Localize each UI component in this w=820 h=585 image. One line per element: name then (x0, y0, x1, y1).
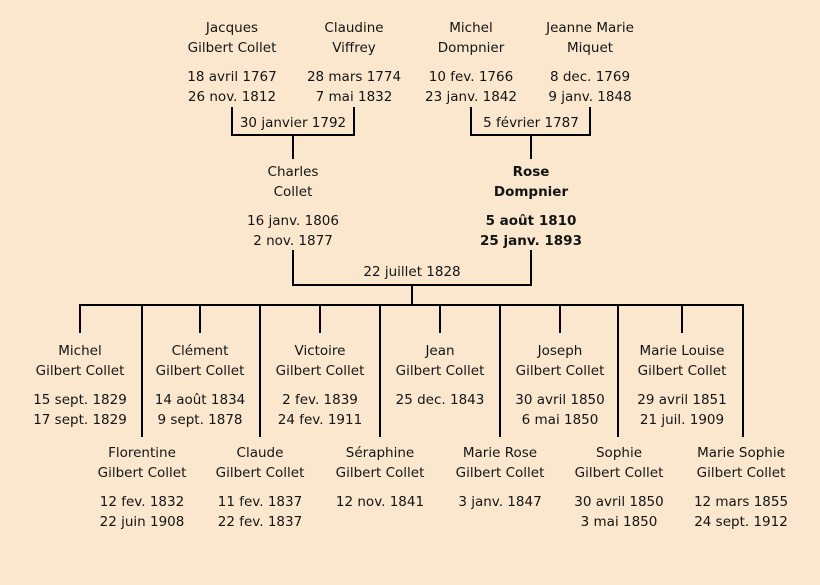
person-name: Gilbert Collet (637, 363, 727, 379)
person-claude-gilbert-collet[interactable] (195, 443, 325, 532)
person-name: Florentine (108, 445, 176, 461)
person-name: Collet (273, 184, 313, 200)
connector-line (292, 136, 294, 159)
person-name: Gilbert Collet (335, 465, 425, 481)
birth-date: 18 avril 1767 (187, 69, 277, 85)
person-name: Clément (171, 343, 229, 359)
person-victoire-gilbert-collet[interactable] (255, 341, 385, 430)
birth-date: 28 mars 1774 (306, 69, 402, 85)
person-name: Gilbert Collet (574, 465, 664, 481)
birth-date: 29 avril 1851 (637, 392, 727, 408)
birth-date: 5 août 1810 (485, 213, 577, 229)
person-name: Sophie (595, 445, 642, 461)
person-name: Séraphine (345, 445, 415, 461)
person-name: Gilbert Collet (515, 363, 605, 379)
person-marie-rose-gilbert-collet[interactable] (435, 443, 565, 512)
death-date: 21 juil. 1909 (639, 412, 725, 428)
connector-line (411, 286, 413, 305)
person-name: Michel (58, 343, 102, 359)
connector-line (530, 136, 532, 159)
person-name: Gilbert Collet (455, 465, 545, 481)
birth-date: 30 avril 1850 (515, 392, 605, 408)
person-florentine-gilbert-collet[interactable] (77, 443, 207, 532)
birth-date: 12 nov. 1841 (335, 494, 425, 510)
death-date: 23 janv. 1842 (425, 89, 517, 105)
birth-date: 14 août 1834 (154, 392, 246, 408)
person-charles-collet[interactable] (208, 162, 378, 251)
death-date: 7 mai 1832 (315, 89, 393, 105)
birth-date: 8 dec. 1769 (549, 69, 631, 85)
death-date: 24 fev. 1911 (277, 412, 363, 428)
person-jeanne-marie-miquet[interactable] (505, 18, 675, 107)
connector-line (559, 305, 561, 333)
person-name: Jean (425, 343, 455, 359)
connector-line (79, 305, 81, 333)
person-sophie-gilbert-collet[interactable] (554, 443, 684, 532)
death-date: 6 mai 1850 (521, 412, 599, 428)
connector-line (199, 305, 201, 333)
person-name: Claude (236, 445, 284, 461)
death-date: 22 fev. 1837 (217, 514, 303, 530)
connector-line (292, 250, 294, 286)
person-marie-louise-gilbert-collet[interactable] (617, 341, 747, 430)
connector-line (439, 305, 441, 333)
death-date: 26 nov. 1812 (187, 89, 277, 105)
person-marie-sophie-gilbert-collet[interactable] (676, 443, 806, 532)
birth-date: 11 fev. 1837 (217, 494, 303, 510)
person-name: Charles (267, 164, 319, 180)
person-name: Gilbert Collet (215, 465, 305, 481)
death-date: 9 janv. 1848 (548, 89, 632, 105)
birth-date: 10 fev. 1766 (428, 69, 514, 85)
person-name: Gilbert Collet (395, 363, 485, 379)
birth-date: 12 mars 1855 (693, 494, 789, 510)
person-name: Marie Rose (462, 445, 538, 461)
person-rose-dompnier[interactable] (446, 162, 616, 251)
birth-date: 2 fev. 1839 (282, 392, 358, 408)
connector-line (681, 305, 683, 333)
birth-date: 25 dec. 1843 (395, 392, 485, 408)
connector-line (319, 305, 321, 333)
person-name: Gilbert Collet (696, 465, 786, 481)
birth-date: 15 sept. 1829 (33, 392, 127, 408)
marriage-date-jacques-claudine: 30 janvier 1792 (239, 115, 347, 131)
person-name: Michel (449, 20, 493, 36)
person-seraphine-gilbert-collet[interactable] (315, 443, 445, 512)
person-name: Gilbert Collet (275, 363, 365, 379)
person-name: Claudine (324, 20, 384, 36)
death-date: 17 sept. 1829 (33, 412, 127, 428)
person-clement-gilbert-collet[interactable] (135, 341, 265, 430)
person-name: Joseph (537, 343, 583, 359)
death-date: 24 sept. 1912 (694, 514, 788, 530)
person-name: Jeanne Marie (546, 20, 634, 36)
death-date: 9 sept. 1878 (157, 412, 243, 428)
person-name: Dompnier (437, 40, 505, 56)
person-name: Dompnier (493, 184, 569, 200)
marriage-date-michel-jeanne: 5 février 1787 (483, 115, 579, 131)
person-name: Gilbert Collet (187, 40, 277, 56)
birth-date: 30 avril 1850 (574, 494, 664, 510)
death-date: 22 juin 1908 (99, 514, 185, 530)
person-name: Gilbert Collet (35, 363, 125, 379)
person-name: Viffrey (332, 40, 376, 56)
birth-date: 3 janv. 1847 (458, 494, 542, 510)
person-jean-gilbert-collet[interactable] (375, 341, 505, 410)
person-name: Rose (512, 164, 550, 180)
person-michel-gilbert-collet[interactable] (15, 341, 145, 430)
marriage-date-charles-rose: 22 juillet 1828 (363, 264, 461, 280)
sibling-line (79, 304, 744, 306)
death-date: 2 nov. 1877 (253, 233, 333, 249)
death-date: 25 janv. 1893 (480, 233, 582, 249)
person-name: Marie Louise (639, 343, 725, 359)
person-name: Miquet (566, 40, 614, 56)
person-name: Gilbert Collet (155, 363, 245, 379)
person-name: Victoire (294, 343, 346, 359)
person-name: Jacques (205, 20, 259, 36)
connector-line (530, 250, 532, 286)
person-joseph-gilbert-collet[interactable] (495, 341, 625, 430)
death-date: 3 mai 1850 (580, 514, 658, 530)
person-name: Gilbert Collet (97, 465, 187, 481)
birth-date: 12 fev. 1832 (99, 494, 185, 510)
birth-date: 16 janv. 1806 (247, 213, 339, 229)
person-name: Marie Sophie (697, 445, 785, 461)
